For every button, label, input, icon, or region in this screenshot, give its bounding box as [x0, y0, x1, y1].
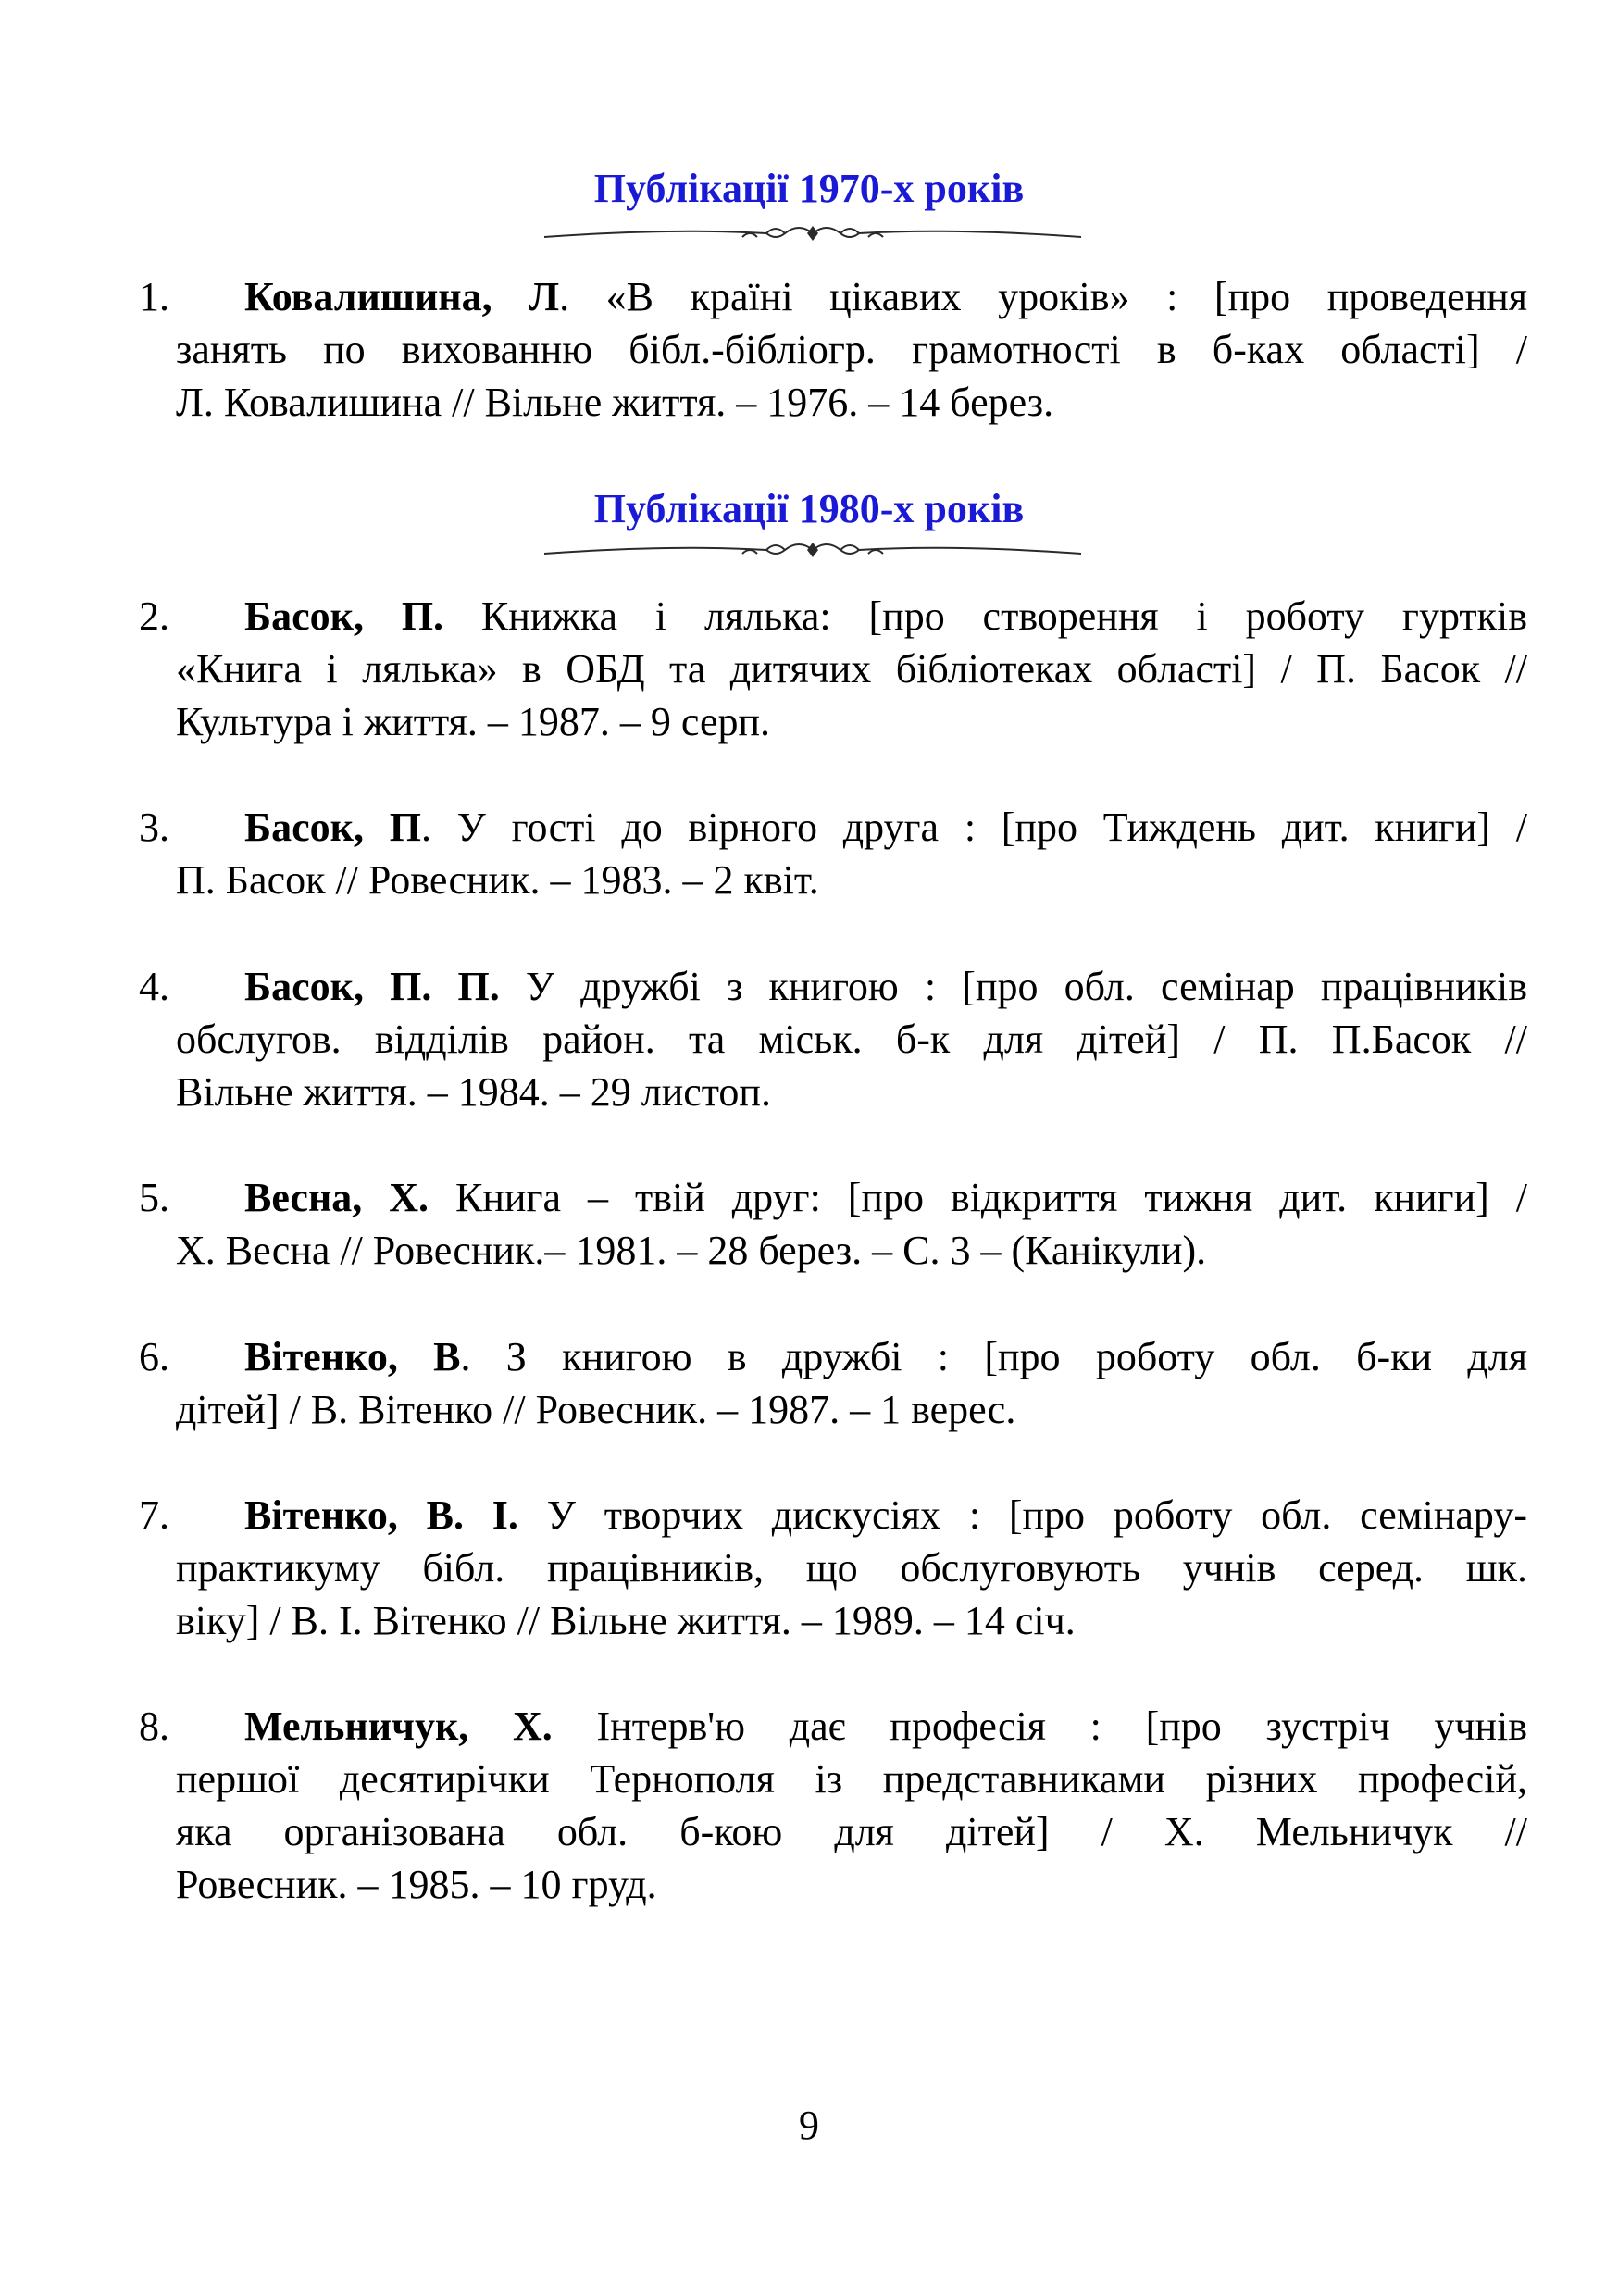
list-item	[139, 801, 1527, 906]
entry-text: . У гості до вірного друга : [про Тиждень дит. книги] /	[420, 805, 1527, 850]
entry-line: дітей] / В. Вітенко // Ровесник. – 1987. – 1 верес.	[176, 1387, 1016, 1432]
entry-author: Ковалишина, Л	[244, 274, 560, 319]
list-item	[139, 590, 1527, 748]
section-heading-1970s: Публікації 1970-х років	[593, 166, 1025, 211]
entry-number: 1.	[139, 274, 169, 319]
entry-line: Х. Весна // Ровесник.– 1981. – 28 берез. – С. 3 – (Канікули).	[176, 1228, 1207, 1273]
entry-line: практикуму бібл. працівників, що обслуговують учнів серед. шк.	[176, 1545, 1527, 1591]
ornament-divider-icon	[535, 220, 1090, 248]
entry-line	[139, 270, 1527, 323]
entry-line: занять по вихованню бібл.-бібліогр. грамотності в б-ках області] /	[176, 327, 1527, 372]
entry-line	[139, 590, 1527, 643]
list-item	[139, 1171, 1527, 1277]
entry-text: . «В країні цікавих уроків» : [про проведення	[559, 274, 1528, 319]
entry-line	[139, 1330, 1527, 1383]
entry-line	[139, 801, 1527, 854]
entry-number: 2.	[139, 593, 169, 639]
entry-text: . З книгою в дружбі : [про роботу обл. б-ки для	[460, 1334, 1527, 1379]
entry-text: У дружбі з книгою : [про обл. семінар працівників	[499, 964, 1528, 1009]
ornament-divider-icon	[535, 537, 1090, 565]
entry-line: першої десятирічки Тернополя із представниками різних професій,	[176, 1756, 1527, 1802]
list-item	[139, 1330, 1527, 1436]
entry-line: Ровесник. – 1985. – 10 груд.	[176, 1862, 657, 1907]
entry-number: 6.	[139, 1334, 169, 1379]
entry-line: Л. Ковалишина // Вільне життя. – 1976. – 14 берез.	[176, 380, 1054, 425]
list-item	[139, 1700, 1527, 1911]
entry-text: Книжка і лялька: [про створення і роботу гуртків	[443, 593, 1527, 639]
list-item	[139, 960, 1527, 1118]
entry-line: яка організована обл. б-кою для дітей] / Х. Мельничук //	[176, 1809, 1527, 1854]
entry-line: віку] / В. І. Вітенко // Вільне життя. – 1989. – 14 січ.	[176, 1598, 1076, 1643]
entry-line: Культура і життя. – 1987. – 9 серп.	[176, 699, 771, 744]
entry-line: обслугов. відділів район. та міськ. б-к для дітей] / П. П.Басок //	[176, 1017, 1527, 1062]
entry-author: Вітенко, В	[244, 1334, 461, 1379]
entry-author: Весна, Х.	[244, 1175, 429, 1220]
entry-number: 4.	[139, 964, 169, 1009]
entry-author: Басок, П.	[244, 593, 444, 639]
entry-text: У творчих дискусіях : [про роботу обл. семінару-	[517, 1492, 1527, 1538]
entry-author: Мельничук, Х.	[244, 1703, 553, 1749]
entry-line	[139, 1489, 1527, 1541]
page-number: 9	[799, 2103, 819, 2148]
entry-number: 8.	[139, 1703, 169, 1749]
entry-author: Басок, П. П.	[244, 964, 500, 1009]
entry-line: «Книга і лялька» в ОБД та дитячих бібліотеках області] / П. Басок //	[176, 646, 1527, 692]
entry-line: Вільне життя. – 1984. – 29 листоп.	[176, 1069, 771, 1115]
entry-line	[139, 960, 1527, 1013]
entry-author: Вітенко, В. І.	[244, 1492, 518, 1538]
entry-number: 7.	[139, 1492, 169, 1538]
list-item	[139, 1489, 1527, 1647]
entry-text: Інтерв'ю дає професія : [про зустріч учнів	[552, 1703, 1527, 1749]
entry-text: Книга – твій друг: [про відкриття тижня дит. книги] /	[429, 1175, 1527, 1220]
entry-line: П. Басок // Ровесник. – 1983. – 2 квіт.	[176, 857, 819, 903]
entry-author: Басок, П	[244, 805, 421, 850]
entry-number: 5.	[139, 1175, 169, 1220]
section-heading-1980s: Публікації 1980-х років	[593, 486, 1025, 531]
entry-number: 3.	[139, 805, 169, 850]
entry-line	[139, 1700, 1527, 1753]
list-item	[139, 270, 1527, 429]
entry-line	[139, 1171, 1527, 1224]
